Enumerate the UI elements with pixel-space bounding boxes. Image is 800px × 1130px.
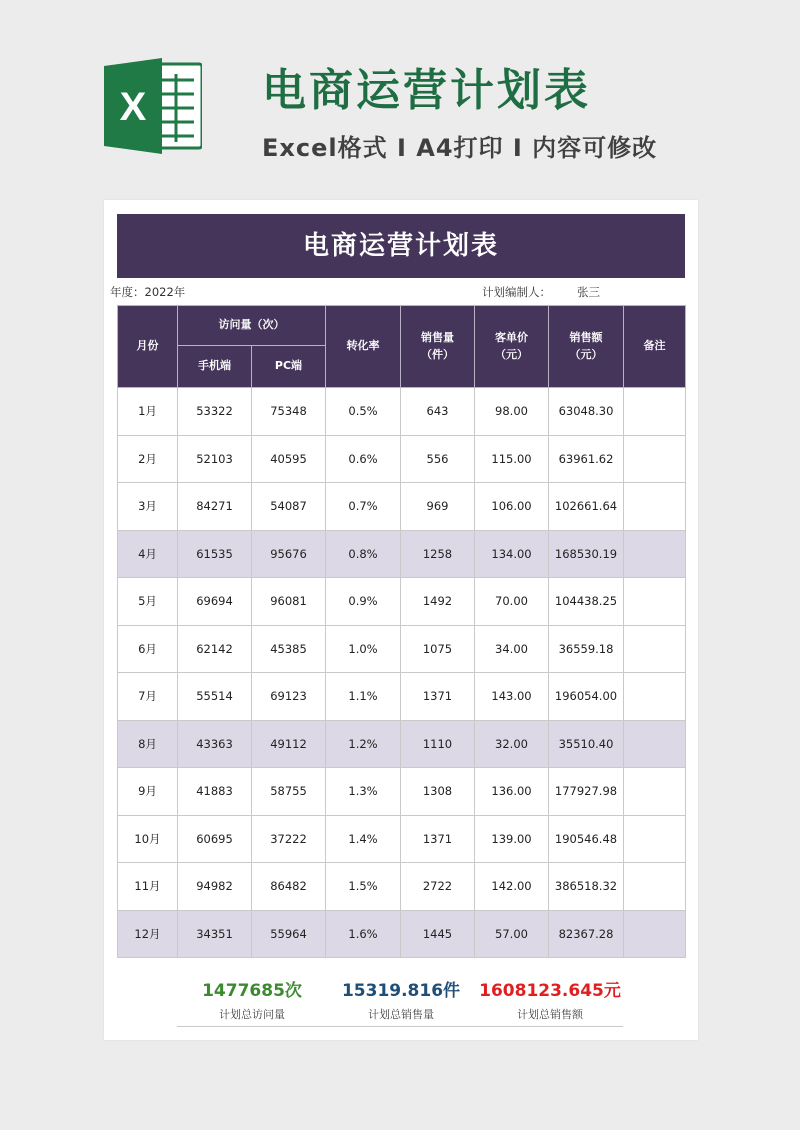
cell-sales-qty[interactable]: 1445	[401, 910, 475, 958]
cell-sales-qty[interactable]: 2722	[401, 863, 475, 911]
cell-sales-amount[interactable]: 35510.40	[549, 720, 624, 768]
cell-month[interactable]: 7月	[118, 673, 178, 721]
cell-month[interactable]: 3月	[118, 483, 178, 531]
cell-sales-amount[interactable]: 63961.62	[549, 435, 624, 483]
cell-conversion[interactable]: 1.0%	[326, 625, 401, 673]
cell-note[interactable]	[624, 910, 686, 958]
cell-conversion[interactable]: 1.1%	[326, 673, 401, 721]
table-row	[118, 768, 686, 816]
cell-pc-visits[interactable]: 69123	[252, 673, 326, 721]
cell-month[interactable]: 4月	[118, 530, 178, 578]
cell-sales-qty[interactable]: 1258	[401, 530, 475, 578]
cell-unit-price[interactable]: 143.00	[475, 673, 549, 721]
cell-unit-price[interactable]: 98.00	[475, 388, 549, 436]
page-subtitle: Excel格式 I A4打印 I 内容可修改	[262, 134, 658, 162]
col-header-sales-amount: 销售额 （元）	[549, 306, 624, 388]
cell-mobile-visits[interactable]: 43363	[178, 720, 252, 768]
cell-conversion[interactable]: 0.9%	[326, 578, 401, 626]
cell-unit-price[interactable]: 142.00	[475, 863, 549, 911]
cell-conversion[interactable]: 0.7%	[326, 483, 401, 531]
cell-sales-amount[interactable]: 104438.25	[549, 578, 624, 626]
cell-pc-visits[interactable]: 37222	[252, 815, 326, 863]
table-row	[118, 483, 686, 531]
cell-sales-amount[interactable]: 177927.98	[549, 768, 624, 816]
col-header-conversion: 转化率	[326, 306, 401, 388]
table-row	[118, 673, 686, 721]
cell-month[interactable]: 11月	[118, 863, 178, 911]
cell-pc-visits[interactable]: 58755	[252, 768, 326, 816]
col-header-unit-price: 客单价 （元）	[475, 306, 549, 388]
col-header-pc: PC端	[252, 346, 326, 388]
cell-note[interactable]	[624, 625, 686, 673]
total-amount-label: 计划总销售额	[517, 1008, 583, 1021]
cell-month[interactable]: 10月	[118, 815, 178, 863]
page-title: 电商运营计划表	[262, 65, 591, 116]
cell-month[interactable]: 9月	[118, 768, 178, 816]
col-header-sales-qty: 销售量 （件）	[401, 306, 475, 388]
cell-mobile-visits[interactable]: 55514	[178, 673, 252, 721]
cell-pc-visits[interactable]: 86482	[252, 863, 326, 911]
cell-note[interactable]	[624, 863, 686, 911]
cell-pc-visits[interactable]: 96081	[252, 578, 326, 626]
cell-mobile-visits[interactable]: 52103	[178, 435, 252, 483]
cell-sales-qty[interactable]: 1371	[401, 673, 475, 721]
excel-logo-icon	[104, 58, 202, 154]
planner-label: 计划编制人：	[482, 285, 551, 299]
cell-unit-price[interactable]: 139.00	[475, 815, 549, 863]
cell-mobile-visits[interactable]: 69694	[178, 578, 252, 626]
cell-note[interactable]	[624, 815, 686, 863]
table-row	[118, 530, 686, 578]
table-row	[118, 625, 686, 673]
cell-conversion[interactable]: 1.4%	[326, 815, 401, 863]
table-row	[118, 910, 686, 958]
plan-table	[117, 305, 686, 958]
cell-mobile-visits[interactable]: 62142	[178, 625, 252, 673]
cell-pc-visits[interactable]: 54087	[252, 483, 326, 531]
cell-month[interactable]: 12月	[118, 910, 178, 958]
cell-pc-visits[interactable]: 55964	[252, 910, 326, 958]
cell-mobile-visits[interactable]: 53322	[178, 388, 252, 436]
col-header-mobile: 手机端	[178, 346, 252, 388]
cell-sales-amount[interactable]: 190546.48	[549, 815, 624, 863]
cell-pc-visits[interactable]: 75348	[252, 388, 326, 436]
table-row	[118, 435, 686, 483]
cell-sales-qty[interactable]: 1110	[401, 720, 475, 768]
cell-mobile-visits[interactable]: 61535	[178, 530, 252, 578]
cell-month[interactable]: 2月	[118, 435, 178, 483]
cell-sales-qty[interactable]: 969	[401, 483, 475, 531]
cell-unit-price[interactable]: 32.00	[475, 720, 549, 768]
cell-unit-price[interactable]: 34.00	[475, 625, 549, 673]
cell-sales-amount[interactable]: 36559.18	[549, 625, 624, 673]
cell-note[interactable]	[624, 768, 686, 816]
cell-unit-price[interactable]: 57.00	[475, 910, 549, 958]
cell-sales-qty[interactable]: 1492	[401, 578, 475, 626]
cell-month[interactable]: 5月	[118, 578, 178, 626]
cell-conversion[interactable]: 1.3%	[326, 768, 401, 816]
cell-pc-visits[interactable]: 95676	[252, 530, 326, 578]
col-header-month: 月份	[118, 306, 178, 388]
cell-sales-qty[interactable]: 556	[401, 435, 475, 483]
cell-pc-visits[interactable]: 49112	[252, 720, 326, 768]
cell-mobile-visits[interactable]: 84271	[178, 483, 252, 531]
cell-sales-amount[interactable]: 168530.19	[549, 530, 624, 578]
cell-conversion[interactable]: 1.5%	[326, 863, 401, 911]
cell-sales-amount[interactable]: 386518.32	[549, 863, 624, 911]
cell-mobile-visits[interactable]: 94982	[178, 863, 252, 911]
table-row	[118, 863, 686, 911]
table-row	[118, 388, 686, 436]
planner-name: 张三	[577, 285, 600, 299]
total-visits-value: 1477685次	[202, 981, 302, 1001]
table-row	[118, 815, 686, 863]
sheet-title: 电商运营计划表	[117, 214, 685, 278]
cell-mobile-visits[interactable]: 41883	[178, 768, 252, 816]
year-label: 年度：2022年	[110, 285, 186, 299]
cell-month[interactable]: 6月	[118, 625, 178, 673]
cell-note[interactable]	[624, 673, 686, 721]
table-row	[118, 578, 686, 626]
cell-pc-visits[interactable]: 40595	[252, 435, 326, 483]
cell-sales-qty[interactable]: 1308	[401, 768, 475, 816]
cell-conversion[interactable]: 0.5%	[326, 388, 401, 436]
cell-unit-price[interactable]: 136.00	[475, 768, 549, 816]
cell-conversion[interactable]: 0.8%	[326, 530, 401, 578]
cell-sales-qty[interactable]: 643	[401, 388, 475, 436]
table-row	[118, 720, 686, 768]
cell-unit-price[interactable]: 134.00	[475, 530, 549, 578]
col-header-visits: 访问量（次）	[178, 306, 326, 346]
cell-mobile-visits[interactable]: 60695	[178, 815, 252, 863]
cell-note[interactable]	[624, 720, 686, 768]
cell-conversion[interactable]: 1.2%	[326, 720, 401, 768]
cell-unit-price[interactable]: 115.00	[475, 435, 549, 483]
cell-pc-visits[interactable]: 45385	[252, 625, 326, 673]
total-qty-label: 计划总销售量	[368, 1008, 434, 1021]
cell-note[interactable]	[624, 530, 686, 578]
logo-letter: X	[119, 85, 147, 129]
cell-note[interactable]	[624, 483, 686, 531]
cell-mobile-visits[interactable]: 34351	[178, 910, 252, 958]
cell-conversion[interactable]: 0.6%	[326, 435, 401, 483]
total-amount-value: 1608123.645元	[479, 981, 621, 1001]
cell-sales-qty[interactable]: 1371	[401, 815, 475, 863]
cell-note[interactable]	[624, 578, 686, 626]
cell-sales-amount[interactable]: 82367.28	[549, 910, 624, 958]
cell-conversion[interactable]: 1.6%	[326, 910, 401, 958]
totals-divider	[177, 1026, 623, 1027]
cell-sales-amount[interactable]: 196054.00	[549, 673, 624, 721]
spreadsheet-page	[104, 200, 698, 1040]
cell-month[interactable]: 1月	[118, 388, 178, 436]
total-qty-value: 15319.816件	[341, 981, 461, 1001]
cell-month[interactable]: 8月	[118, 720, 178, 768]
col-header-notes: 备注	[624, 306, 686, 388]
cell-sales-amount[interactable]: 63048.30	[549, 388, 624, 436]
cell-unit-price[interactable]: 70.00	[475, 578, 549, 626]
total-visits-label: 计划总访问量	[219, 1008, 285, 1021]
cell-unit-price[interactable]: 106.00	[475, 483, 549, 531]
cell-sales-amount[interactable]: 102661.64	[549, 483, 624, 531]
table-body	[118, 388, 686, 958]
cell-sales-qty[interactable]: 1075	[401, 625, 475, 673]
cell-note[interactable]	[624, 388, 686, 436]
cell-note[interactable]	[624, 435, 686, 483]
